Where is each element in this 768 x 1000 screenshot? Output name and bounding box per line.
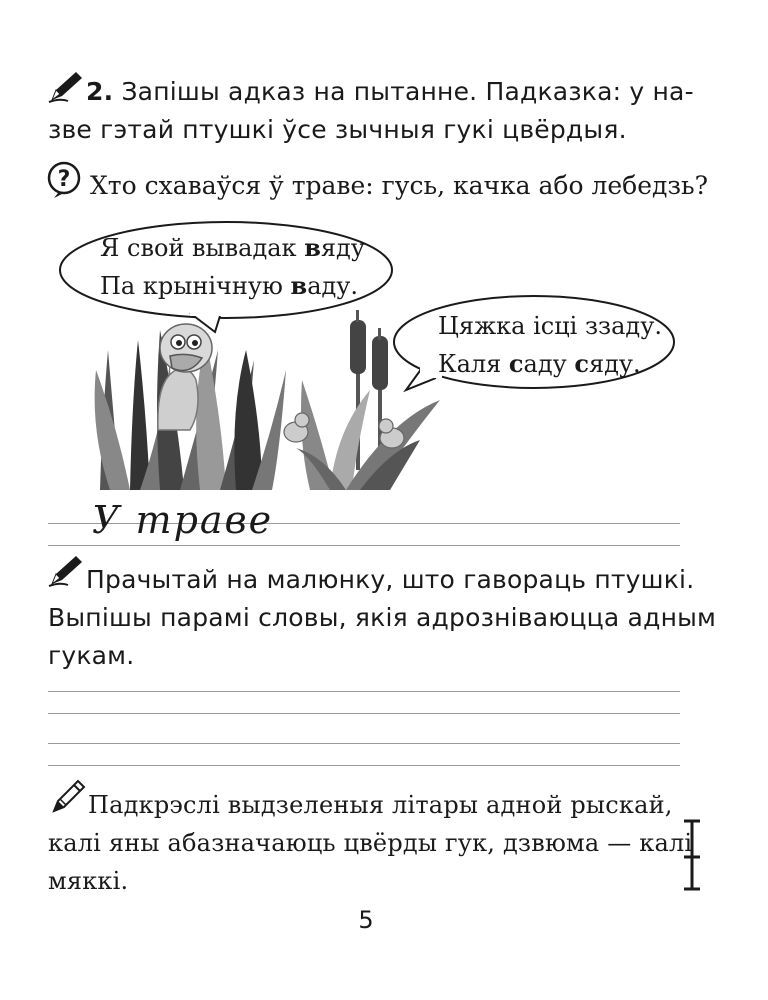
pencil-icon (46, 777, 88, 817)
task-read-line3: гукам. (48, 641, 135, 670)
task-read-line1: Прачытай на малюнку, што гавораць птушкі. (86, 565, 695, 594)
pen-icon-task2 (46, 68, 86, 104)
task-read-line2: Выпішы парамі словы, якія адрозніваюцца адным (48, 603, 717, 632)
bubble-right-text (438, 307, 662, 383)
task2-line1 (86, 73, 694, 111)
pen-icon-read (46, 552, 86, 588)
writing-line (48, 691, 680, 692)
handwritten-answer: У траве (92, 498, 274, 542)
page-number: 5 (358, 906, 374, 934)
pen-icon (46, 68, 86, 104)
bubble-right-line1: Цяжка ісці ззаду. (438, 312, 662, 340)
task2-text-line1: Запішы адказ на пытанне. Падказка: у на- (121, 77, 694, 106)
task-underline-line2: калі яны абазначаюць цвёрды гук, дзвюма — калі (48, 829, 693, 857)
pencil-icon-wrap (46, 777, 88, 817)
bubble-left-line1: Я свой вывадак вяду (100, 233, 365, 262)
writing-line (48, 765, 680, 766)
bubble-left-line2: Па крынічную ваду. (100, 271, 359, 300)
bubble-right-line2: Каля саду сяду. (438, 349, 641, 378)
writing-line (48, 743, 680, 744)
task2-text-line2: зве гэтай птушкі ўсе зычныя гукі цвёрдыя. (48, 115, 627, 144)
writing-line (48, 713, 680, 714)
pen-icon (46, 552, 86, 588)
question-icon-wrap (46, 160, 86, 200)
task-underline-line1: Падкрэслі выдзеленыя літары адной рыскай, (88, 791, 673, 819)
question-text: Хто схаваўся ў траве: гусь, качка або лебедзь? (90, 171, 709, 200)
task-underline-line3: мяккі. (48, 867, 129, 895)
question-icon (46, 160, 86, 200)
bracket-mark (680, 818, 704, 892)
bubble-left-text (100, 229, 365, 305)
writing-line (48, 545, 680, 546)
svg-text:?: ? (57, 167, 71, 192)
grass-right (296, 380, 440, 490)
task-number: 2. (86, 77, 114, 106)
